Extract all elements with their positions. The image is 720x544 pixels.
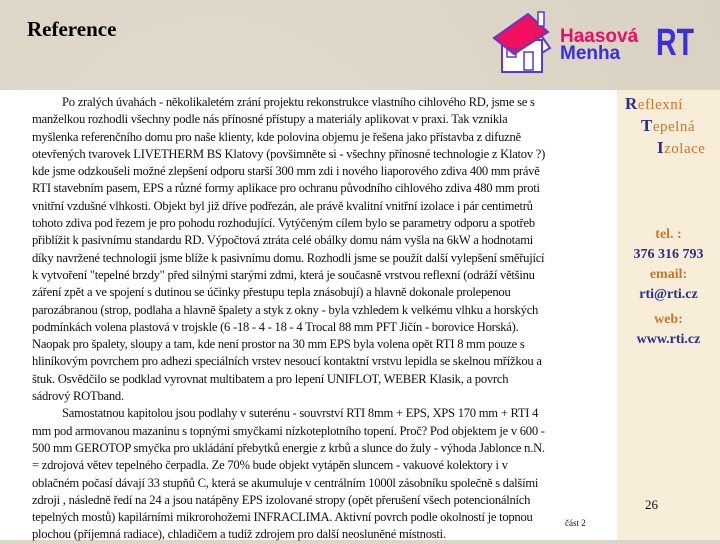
- text-line: záření zpět a ve spojení s dutinou se účinky přestupu tepla znásobují) a hlavně dokonale prolepenou: [32, 285, 511, 300]
- text-line: = zdrojová větev tepelného čerpadla. Ze 70% bude objekt vytápěn sluncem - vakuové kolektory i v: [32, 458, 508, 473]
- text-line: plochou (příjemná radiace), chladičem a tudíž zdrojem pro další neosluněné místnosti.: [32, 527, 446, 542]
- email-label: email:: [649, 267, 688, 282]
- text-line: přiblížit k pasivnímu standardu RD. Výpočtová ztráta celé obálky domu nám vyšla na 6kW a hodnotami: [32, 233, 534, 248]
- tel-label: tel. :: [655, 227, 682, 242]
- page-number: 26: [645, 497, 658, 512]
- text-line: oblačném počasí dávají 33 stupňů C, která se akumuluje v centrálním 1000l zásobníku společně s dalšími: [32, 475, 539, 490]
- text-line: tohoto zdiva pod řezem je pro pohodu rozhodující. Vytýčeným cílem bylo se parametry odporu a spotřeb: [32, 216, 535, 231]
- text-line: Samostatnou kapitolou jsou podlahy v suterénu - souvrství RTI 8mm + EPS, XPS 170 mm + RTI 4: [62, 406, 539, 421]
- web-link[interactable]: www.rti.cz: [636, 332, 701, 347]
- text-line: k vytvoření "tepelné brzdy" před silnými starými zdmi, která je současně vrstvou reflexní (odráží většinu: [32, 267, 535, 282]
- text-line: kde jsme odzkoušeli možné zlepšení odporu starší 300 mm zdi i nového liaporového zdiva 400 mm právě: [32, 164, 540, 179]
- text-line: štuk. Osvědčilo se podklad vyrovnat multibatem a pro lepení UNIFLOT, WEBER Klasik, a povrch: [32, 371, 509, 386]
- text-line: manželkou rozhodli všechny podle nás přínosné přístupy a materiály aplikovat v praxi. Tak vznikla: [32, 112, 508, 127]
- text-line: 500 mm GEROTOP smyčka pro ukládání přebytků energie z krbů a slunce do žuly - výhoda Jablonce n.N.: [32, 440, 545, 455]
- logo-line1: Haasová: [560, 26, 639, 47]
- text-line: mm pod armovanou mazaninu s topnými smyčkami nízkoteplotního topení. Proč? Pod objektem je v 600 -: [32, 423, 545, 438]
- text-line: tepelných mostů) kapilárními mikrorohožemi INFRACLIMA. Aktivní povrch podle okolností je topnou: [32, 510, 533, 525]
- text-line: zdroji , následně ředí na 24 a jsou natápěny EPS izolované stropy (opět přerušení všech potencionálních: [32, 492, 531, 507]
- brand-line-reflexni: Reflexní: [625, 94, 683, 113]
- text-line: Po zralých úvahách - několikaletém zrání projektu rekonstrukce vlastního cihlového RD, jsme se s: [62, 95, 535, 109]
- page-title: Reference: [27, 17, 117, 41]
- brand-line-izolace: Izolace: [657, 138, 706, 157]
- tel-value: 376 316 793: [633, 247, 704, 262]
- text-line: díky navržené technologii jsme blíže k pasivnímu domu. Rozhodli jsme se použít další vylepšení směřující: [32, 250, 545, 265]
- reference-text: [32, 94, 545, 544]
- text-line: vnitřní vzdušné vlhkosti. Objekt byl již dříve podřezán, ale právě kvalitní vnitřní izolace i pár centimetrů: [32, 198, 533, 213]
- logo-line2: Menha: [560, 43, 621, 64]
- logo-rt: RT: [656, 22, 694, 64]
- text-line: podmínkách volena plastová v trojskle (6 -18 - 4 - 18 - 4 Trocal 88 mm PFT Jičín - borovice Horská).: [32, 319, 519, 334]
- text-line: RTI stavebním pasem, EPS a různé formy aplikace pro ochranu původního cihlového zdiva 480 mm proti: [32, 181, 540, 196]
- text-line: sádrový ROTband.: [32, 389, 124, 404]
- brand-line-tepelna: Tepelná: [641, 116, 695, 135]
- part-label: část 2: [565, 518, 586, 528]
- email-link[interactable]: rti@rti.cz: [639, 287, 698, 302]
- logo-wordmark: [560, 28, 638, 62]
- web-label: web:: [654, 312, 683, 327]
- text-line: myšlenka referenčního domu pro naše klienty, kde polovina objemu je řešena jako přístavba z difuzně: [32, 129, 521, 144]
- text-line: hliníkovým povrchem pro adhezi speciálních vrstev nesoucí kontaktní vrstvu lepidla se skelnou mřížkou a: [32, 354, 542, 369]
- text-line: parozábranou (strop, podlaha a hlavně špalety a styk z okny - byla vzhledem k velkému vlhku a horských: [32, 302, 539, 317]
- text-line: otevřených tvarovek LIVETHERM BS Klatovy (povšimněte si - všechny přínosné technologie z Klatov ?): [32, 146, 546, 161]
- content-panel: [0, 90, 617, 540]
- text-line: Naopak pro špalety, sloupy a tam, kde není prostor na 30 mm EPS byla volena opět RTI 8 mm pouze s: [32, 337, 525, 352]
- sidebar: [617, 90, 720, 540]
